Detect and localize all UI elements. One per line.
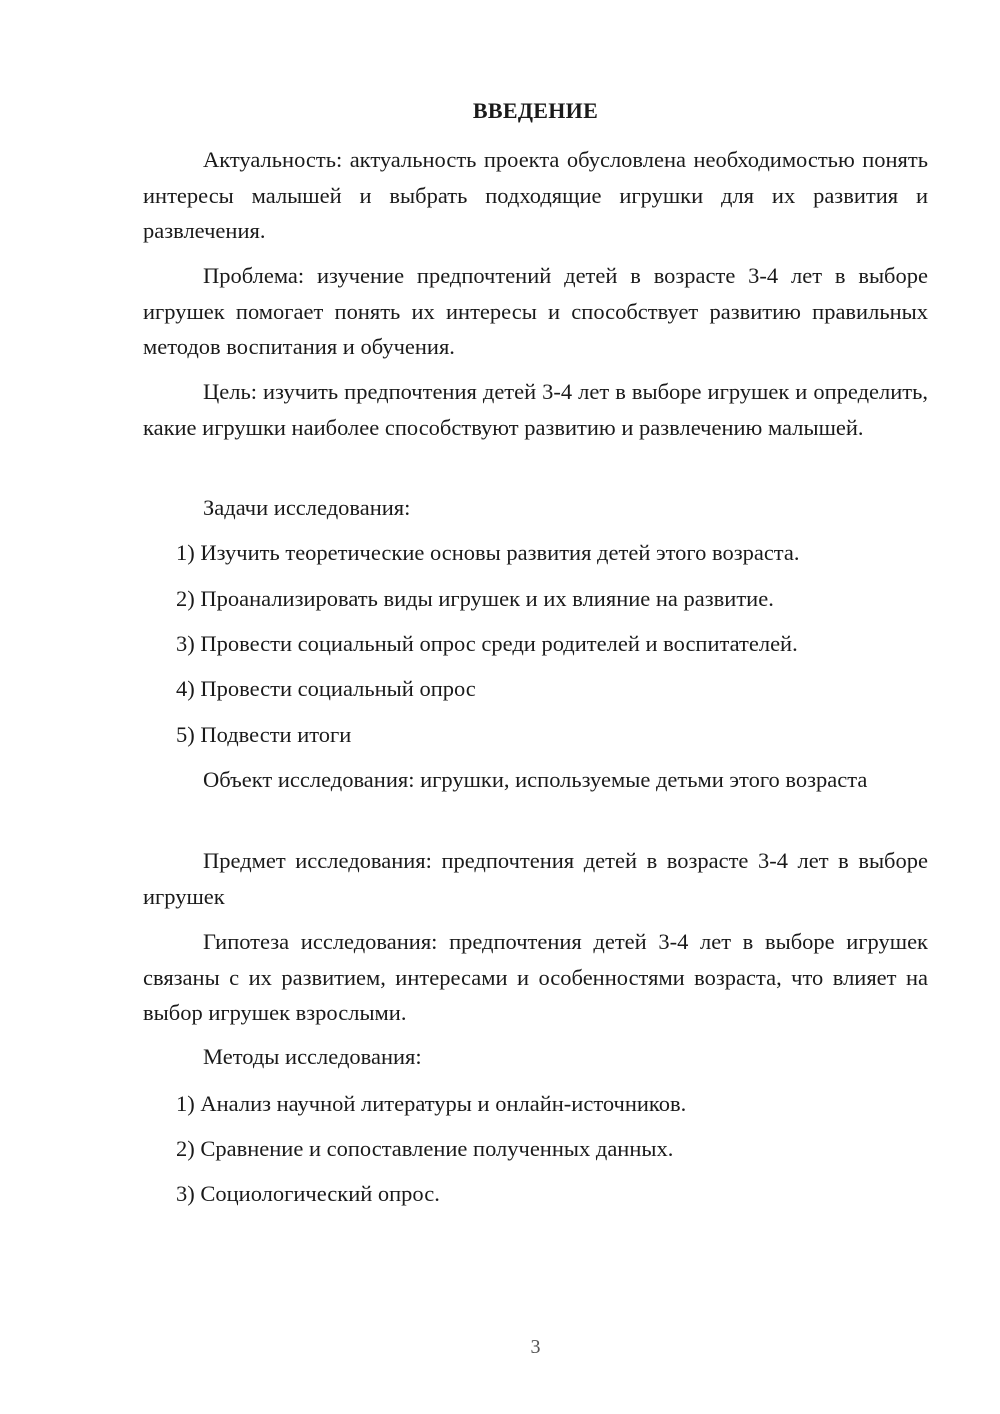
document-page — [143, 0, 928, 1414]
hypothesis-paragraph: Гипотеза исследования: предпочтения детей 3-4 лет в выборе игрушек связаны с их развитием, интересами и особенностями возраста, что влияет на выбор игрушек взрослыми. — [143, 929, 928, 1025]
methods-heading: Методы исследования: — [203, 1044, 422, 1069]
method-item: 3) Социологический опрос. — [176, 1181, 440, 1206]
task-item: 4) Провести социальный опрос — [176, 676, 476, 701]
method-item: 1) Анализ научной литературы и онлайн-источников. — [176, 1091, 687, 1116]
task-item: 2) Проанализировать виды игрушек и их влияние на развитие. — [176, 586, 774, 611]
task-item: 5) Подвести итоги — [176, 722, 352, 747]
task-item: 3) Провести социальный опрос среди родителей и воспитателей. — [176, 631, 798, 656]
goal-paragraph: Цель: изучить предпочтения детей 3-4 лет в выборе игрушек и определить, какие игрушки наиболее способствуют развитию и развлечению малышей. — [143, 379, 928, 440]
subject-paragraph: Предмет исследования: предпочтения детей в возрасте 3-4 лет в выборе игрушек — [143, 848, 928, 909]
method-item: 2) Сравнение и сопоставление полученных данных. — [176, 1136, 674, 1161]
tasks-heading: Задачи исследования: — [203, 495, 411, 520]
page-number: 3 — [530, 1336, 541, 1358]
object-paragraph: Объект исследования: игрушки, используемые детьми этого возраста — [203, 767, 868, 792]
page-title: ВВЕДЕНИЕ — [472, 98, 599, 123]
problem-paragraph: Проблема: изучение предпочтений детей в возрасте 3-4 лет в выборе игрушек помогает понять их интересы и способствует развитию правильных методов воспитания и обучения. — [143, 263, 928, 359]
relevance-paragraph: Актуальность: актуальность проекта обусловлена необходимостью понять интересы малышей и выбрать подходящие игрушки для их развития и развлечения. — [143, 147, 928, 243]
task-item: 1) Изучить теоретические основы развития детей этого возраста. — [176, 540, 800, 565]
